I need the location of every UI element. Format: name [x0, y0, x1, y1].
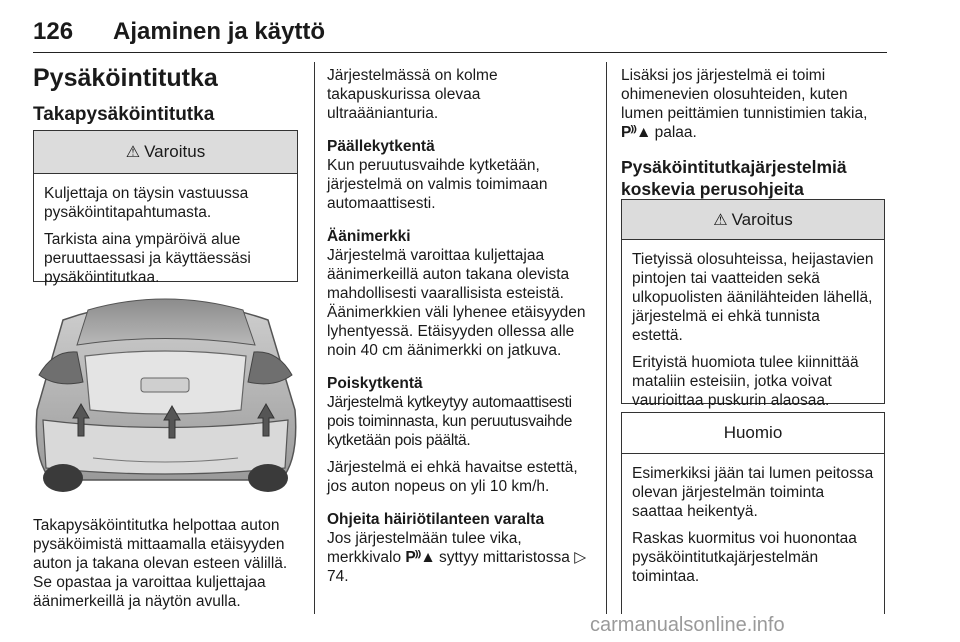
warning-header: [34, 131, 297, 174]
warning2-text-2: Erityistä huomiota tulee kiinnittää mataliin esteisiin, jotka voivat vaurioittaa puskurin alaosaa.: [632, 354, 859, 409]
warning-box-2: [621, 199, 885, 409]
fault-text: [327, 529, 595, 586]
page-number: 126: [33, 18, 74, 45]
page-reference[interactable]: 74.: [327, 568, 349, 585]
deactivation-text-1: Järjestelmä kytkeytyy automaattisesti pois toiminnasta, kun peruutusvaihde kytketään pois päältä.: [327, 394, 573, 449]
warning-icon-2: ⚠: [713, 211, 728, 229]
note-text-1: Esimerkiksi jään tai lumen peitossa olevan järjestelmän toiminta saattaa heikentyä.: [632, 465, 874, 520]
note-box: [621, 412, 885, 614]
section-title: Pysäköintitutka: [33, 64, 218, 92]
deactivation-text-2: Järjestelmä ei ehkä havaitse estettä, jos auton nopeus on yli 10 km/h.: [327, 459, 578, 495]
note-header: [622, 413, 884, 454]
conditions-text-start: Lisäksi jos järjestelmä ei toimi ohimenevien olosuhteiden, kuten lumen peittämien tunnistimien takia,: [621, 67, 868, 122]
subsection-title: Takapysäköintitutka: [33, 104, 215, 125]
note-body: [622, 454, 884, 586]
rear-car-illustration: [33, 290, 298, 502]
conditions-text: [621, 66, 886, 142]
conditions-text-end: palaa.: [654, 124, 697, 141]
warning-header-2: [622, 200, 884, 240]
column-divider-2: [606, 62, 607, 614]
warning-box-1: [33, 130, 298, 286]
page-reference-icon: ▷: [574, 549, 587, 566]
basic-instructions-heading: Pysäköintitutkajärjestelmiä koskevia perusohjeita: [621, 157, 847, 199]
note-text-2: Raskas kuormitus voi huonontaa pysäköintitutkajärjestelmän toimintaa.: [632, 530, 857, 585]
activation-heading: Päällekytkentä: [327, 138, 435, 155]
warning-label: Varoitus: [144, 142, 206, 161]
note-label: Huomio: [723, 423, 783, 442]
sensors-intro: Järjestelmässä on kolme takapuskurissa olevaa ultraäänianturia.: [327, 67, 498, 122]
warning-text-2: Tarkista aina ympäröivä alue peruuttaessasi ja käyttäessäsi pysäköintitutkaa.: [44, 231, 251, 286]
warning-icon: ⚠: [125, 144, 141, 161]
deactivation-heading: Poiskytkentä: [327, 375, 423, 392]
parking-assist-icon: P⁾⁾▲: [405, 549, 435, 566]
header-divider: [33, 52, 887, 53]
warning-text-1: Kuljettaja on täysin vastuussa pysäköintitapahtumasta.: [44, 185, 249, 221]
warning-body-2: [622, 240, 884, 410]
warning2-text-1: Tietyissä olosuhteissa, heijastavien pintojen tai vaatteiden sekä ulkopuolisten äänilähteiden lähellä, järjestelmä ei ehkä tunnista estettä.: [632, 251, 874, 344]
illustration-caption: Takapysäköintitutka helpottaa auton pysäköimistä mittaamalla etäisyyden auton ja takana olevan esteen välillä. Se opastaa ja varoittaa kuljettajaa äänimerkeillä ja näytön avulla.: [33, 517, 288, 610]
fault-text-start: Jos järjestelmään tulee vika, merkkivalo: [327, 530, 522, 566]
activation-text: Kun peruutusvaihde kytketään, järjestelmä on valmis toimimaan automaattisesti.: [327, 157, 548, 212]
fault-heading: Ohjeita häiriötilanteen varalta: [327, 511, 545, 528]
signal-text: Järjestelmä varoittaa kuljettajaa äänimerkeillä auton takana olevista mahdollisesti vaarallisista esteistä. Äänimerkkien väli lyhenee etäisyyden lyhentyessä. Etäisyyden ollessa alle noin 40 cm äänimerkki on jatkuva.: [327, 247, 586, 359]
fault-text-end: syttyy mittaristossa: [439, 549, 570, 566]
column-divider-1: [314, 62, 315, 614]
warning-body: [34, 174, 297, 287]
chapter-title: Ajaminen ja käyttö: [113, 18, 326, 45]
signal-heading: Äänimerkki: [327, 228, 411, 245]
column-2: [327, 66, 595, 586]
column-3: [621, 66, 886, 200]
warning-label-2: Varoitus: [731, 209, 793, 229]
watermark: carmanualsonline.info: [590, 614, 785, 636]
parking-assist-icon-2: P⁾⁾▲: [621, 124, 651, 141]
